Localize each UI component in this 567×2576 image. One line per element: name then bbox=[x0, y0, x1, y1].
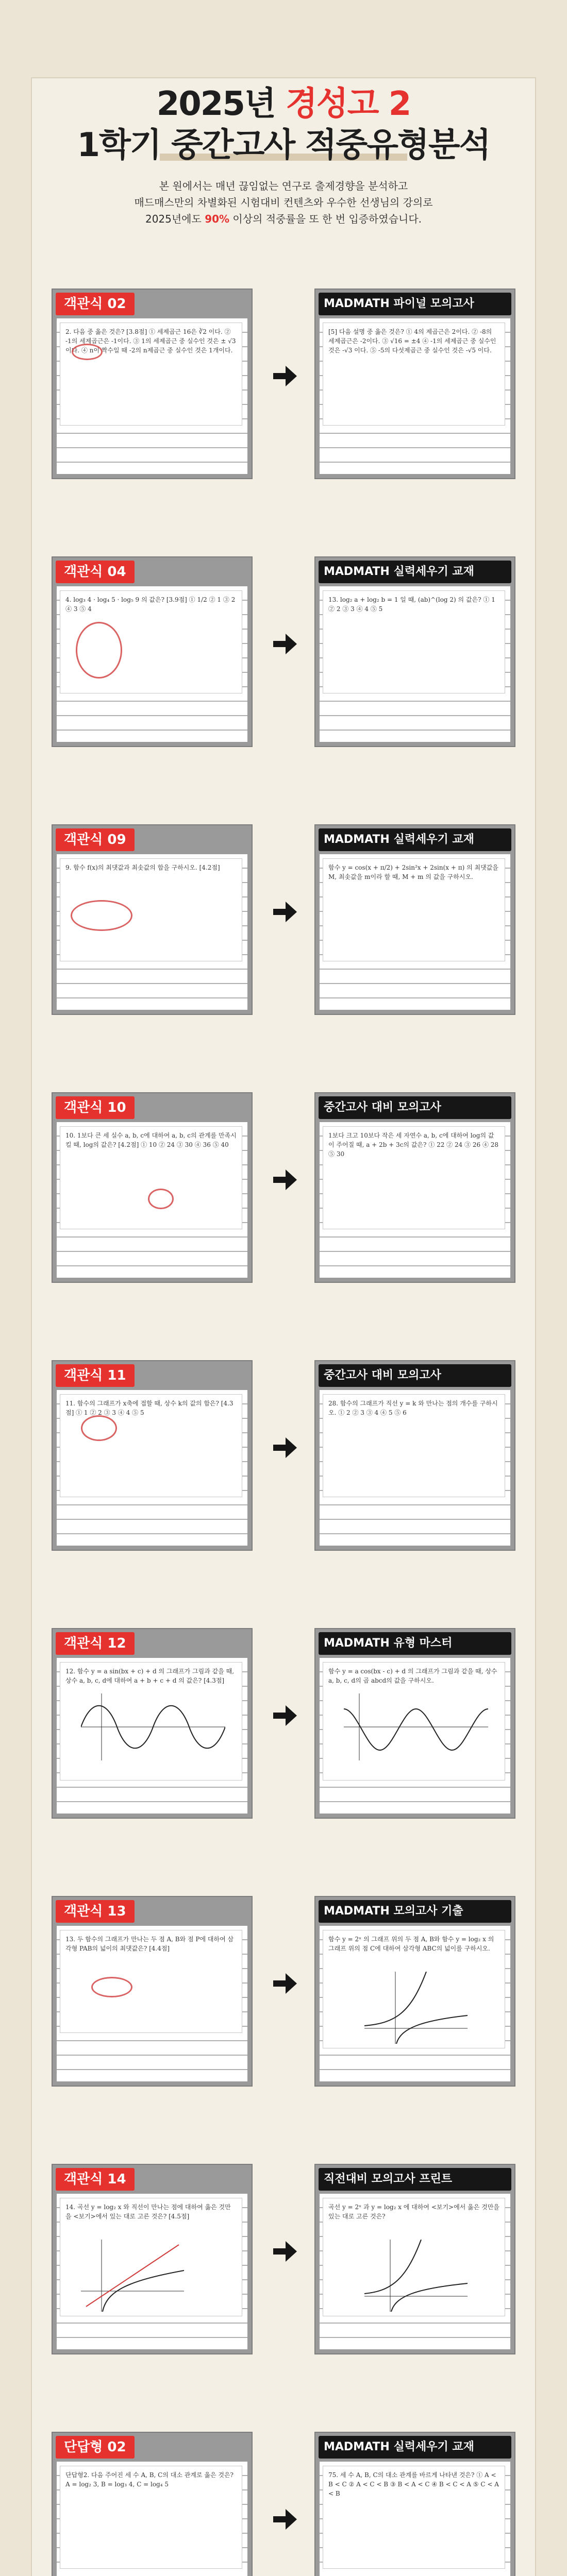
arrow-right-icon bbox=[273, 634, 297, 654]
source-question bbox=[323, 1662, 505, 1781]
source-label: MADMATH 파이널 모의고사 bbox=[319, 293, 511, 315]
source-card bbox=[314, 289, 515, 479]
source-card bbox=[314, 2164, 515, 2354]
page-title-line2: 1학기 중간고사 적중유형분석 bbox=[77, 126, 490, 164]
source-label: MADMATH 실력세우기 교재 bbox=[319, 561, 511, 583]
exam-question bbox=[60, 1930, 242, 2033]
source-label: MADMATH 실력세우기 교재 bbox=[319, 828, 511, 851]
page-title-line1 bbox=[0, 77, 567, 125]
comparison-row bbox=[52, 2164, 515, 2360]
comparison-row bbox=[52, 289, 515, 484]
exam-card bbox=[52, 1360, 253, 1551]
source-card bbox=[314, 1628, 515, 1819]
exam-question bbox=[60, 2466, 242, 2569]
exam-label: 객관식 11 bbox=[56, 1364, 135, 1387]
intro-paragraph bbox=[0, 178, 567, 227]
exp-log-graph bbox=[364, 2240, 468, 2312]
comparison-row bbox=[52, 2432, 515, 2576]
intro-line-3 bbox=[0, 211, 567, 227]
exam-question-text: 12. 함수 y = a sin(bx + c) + d 의 그래프가 그림과 같을 때, 상수 a, b, c, d에 대하여 a + b + c + d 의 값은? [4.3점] bbox=[65, 1668, 235, 1684]
comparison-row bbox=[52, 1628, 515, 1824]
intro-line-3-post: 이상의 적중률을 또 한 번 입증하였습니다. bbox=[232, 213, 422, 225]
source-question-text: 28. 함수의 그래프가 직선 y = k 와 만나는 점의 개수를 구하시오. ① 2 ② 3 ③ 4 ④ 5 ⑤ 6 bbox=[328, 1400, 498, 1416]
comparison-row bbox=[52, 1896, 515, 2092]
arrow-right-icon bbox=[273, 902, 297, 922]
exam-question-text: 4. log₃ 4 · log₄ 5 · log₅ 9 의 값은? [3.9점] ① 1/2 ② 1 ③ 2 ④ 3 ⑤ 4 bbox=[65, 596, 236, 613]
red-pen-mark bbox=[71, 900, 132, 931]
exam-label: 객관식 09 bbox=[56, 828, 135, 851]
source-question-text: 1보다 크고 10보다 작은 세 자연수 a, b, c에 대하여 log의 값이 주어질 때, a + 2b + 3c의 값은? ① 22 ② 24 ③ 26 ④ 28 ⑤ 30 bbox=[328, 1132, 499, 1158]
exam-label: 객관식 13 bbox=[56, 1900, 135, 1923]
comparison-row bbox=[52, 824, 515, 1020]
red-pen-mark bbox=[148, 1189, 174, 1209]
exam-label: 객관식 04 bbox=[56, 561, 135, 583]
log-graph bbox=[81, 2240, 184, 2312]
arrow-right-icon bbox=[273, 1973, 297, 1994]
arrow-right-icon bbox=[273, 2509, 297, 2530]
source-question bbox=[323, 2466, 505, 2569]
source-question-text: 13. log₂ a + log₂ b = 1 일 때, (ab)^(log 2) 의 값은? ① 1 ② 2 ③ 3 ④ 4 ⑤ 5 bbox=[328, 596, 495, 613]
exam-card bbox=[52, 2164, 253, 2354]
source-question-text: 곡선 y = 2ˣ 과 y = log₂ x 에 대하여 <보기>에서 옳은 것만을 있는 대로 고른 것은? bbox=[328, 2204, 499, 2220]
arrow-right-icon bbox=[273, 1170, 297, 1190]
source-question bbox=[323, 858, 505, 961]
source-question bbox=[323, 2198, 505, 2316]
exam-label: 단답형 02 bbox=[56, 2436, 135, 2459]
source-card bbox=[314, 824, 515, 1015]
exam-card bbox=[52, 556, 253, 747]
arrow-right-icon bbox=[273, 366, 297, 386]
exam-label: 객관식 02 bbox=[56, 293, 135, 315]
intro-line-2: 매드매스만의 차별화된 시험대비 컨텐츠와 우수한 선생님의 강의로 bbox=[134, 196, 433, 209]
source-question bbox=[323, 1394, 505, 1497]
exam-question bbox=[60, 323, 242, 426]
source-card bbox=[314, 2432, 515, 2576]
source-card bbox=[314, 1092, 515, 1283]
cosine-graph bbox=[344, 1693, 488, 1760]
exam-question bbox=[60, 1126, 242, 1229]
intro-line-3-pre: 2025년에도 bbox=[145, 213, 202, 225]
comparison-row bbox=[52, 1092, 515, 1288]
comparison-row bbox=[52, 556, 515, 752]
exam-card bbox=[52, 1628, 253, 1819]
source-question-text: 함수 y = cos(x + π/2) + 2sin²x + 2sin(x + π) 의 최댓값을 M, 최솟값을 m이라 할 때, M + m 의 값을 구하시오. bbox=[328, 864, 498, 880]
arrow-right-icon bbox=[273, 2241, 297, 2262]
exam-question bbox=[60, 1394, 242, 1497]
intro-hit-rate: 90% bbox=[205, 213, 230, 225]
red-pen-mark bbox=[91, 1977, 132, 1997]
red-pen-mark bbox=[81, 1415, 117, 1441]
exam-card bbox=[52, 1092, 253, 1283]
exam-card bbox=[52, 1896, 253, 2087]
exp-log-graph bbox=[364, 1972, 468, 2044]
source-question-text: 함수 y = 2ˣ 의 그래프 위의 두 점 A, B와 함수 y = log₂ x 의 그래프 위의 점 C에 대하여 삼각형 ABC의 넓이를 구하시오. bbox=[328, 1936, 494, 1952]
intro-line-1: 본 원에서는 매년 끊임없는 연구로 출제경향을 분석하고 bbox=[159, 180, 408, 192]
source-label: MADMATH 실력세우기 교재 bbox=[319, 2436, 511, 2459]
exam-label: 객관식 14 bbox=[56, 2168, 135, 2191]
exam-question-text: 13. 두 함수의 그래프가 만나는 두 점 A, B와 점 P에 대하여 삼각형 PAB의 넓이의 최댓값은? [4.4점] bbox=[65, 1936, 234, 1952]
exam-label: 객관식 12 bbox=[56, 1632, 135, 1655]
title-school: 경성고 2 bbox=[285, 85, 411, 123]
source-question-text: 75. 세 수 A, B, C의 대소 관계를 바르게 나타낸 것은? ① A < B < C ② A < C < B ③ B < A < C ④ B < C < A ⑤ C < A < B bbox=[328, 2471, 499, 2497]
source-label: 중간고사 대비 모의고사 bbox=[319, 1096, 511, 1119]
exam-question-text: 단답형2. 다음 주어진 세 수 A, B, C의 대소 관계로 옳은 것은? A = log₂ 3, B = log₃ 4, C = log₄ 5 bbox=[65, 2471, 234, 2488]
source-question bbox=[323, 1930, 505, 2048]
exam-label: 객관식 10 bbox=[56, 1096, 135, 1119]
source-question bbox=[323, 1126, 505, 1229]
title-year: 2025년 bbox=[156, 85, 275, 123]
sine-graph bbox=[81, 1693, 225, 1760]
exam-card bbox=[52, 289, 253, 479]
exam-question-text: 11. 함수의 그래프가 x축에 접할 때, 상수 k의 값의 합은? [4.3점] ① 1 ② 2 ③ 3 ④ 4 ⑤ 5 bbox=[65, 1400, 234, 1416]
comparison-row bbox=[52, 1360, 515, 1556]
red-pen-mark bbox=[72, 344, 103, 360]
red-pen-mark bbox=[76, 622, 122, 679]
source-label: MADMATH 유형 마스터 bbox=[319, 1632, 511, 1655]
arrow-right-icon bbox=[273, 1437, 297, 1458]
exam-card bbox=[52, 2432, 253, 2576]
source-question bbox=[323, 323, 505, 426]
exam-question-text: 9. 함수 f(x)의 최댓값과 최솟값의 합을 구하시오. [4.2점] bbox=[65, 864, 220, 871]
source-label: 중간고사 대비 모의고사 bbox=[319, 1364, 511, 1387]
exam-question bbox=[60, 590, 242, 693]
exam-question bbox=[60, 858, 242, 961]
exam-question bbox=[60, 2198, 242, 2316]
exam-question-text: 10. 1보다 큰 세 실수 a, b, c에 대하여 a, b, c의 관계를 만족시킬 때, log의 값은? [4.2점] ① 10 ② 24 ③ 30 ④ 36 ⑤ 40 bbox=[65, 1132, 237, 1148]
exam-question bbox=[60, 1662, 242, 1781]
exam-question-text: 14. 곡선 y = log₂ x 와 직선이 만나는 점에 대하여 옳은 것만을 <보기>에서 있는 대로 고른 것은? [4.5점] bbox=[65, 2204, 231, 2220]
source-question-text: [5] 다음 설명 중 옳은 것은? ① 4의 제곱근은 2이다. ② -8의 세제곱근은 -2이다. ③ √16 = ±4 ④ -1의 세제곱근 중 실수인 것은 -√3 이다. ⑤ -5의 다섯제곱근 중 실수인 것은 -√5 이다. bbox=[328, 328, 496, 354]
source-card bbox=[314, 1360, 515, 1551]
source-label: 직전대비 모의고사 프린트 bbox=[319, 2168, 511, 2191]
exam-card bbox=[52, 824, 253, 1015]
source-question bbox=[323, 590, 505, 693]
arrow-right-icon bbox=[273, 1705, 297, 1726]
source-card bbox=[314, 1896, 515, 2087]
source-label: MADMATH 모의고사 기출 bbox=[319, 1900, 511, 1923]
source-question-text: 함수 y = a cos(bx - c) + d 의 그래프가 그림과 같을 때, 상수 a, b, c, d의 곱 abcd의 값을 구하시오. bbox=[328, 1668, 497, 1684]
source-card bbox=[314, 556, 515, 747]
exam-question-text: 2. 다음 중 옳은 것은? [3.8점] ① 세제곱근 16은 ∛2 이다. ② -1의 세제곱근은 -1이다. ③ 1의 세제곱근 중 실수인 것은 ± √3 이다. ④ n이 짝수일 때 -2의 n제곱근 중 실수인 것은 1개이다. bbox=[65, 328, 236, 354]
